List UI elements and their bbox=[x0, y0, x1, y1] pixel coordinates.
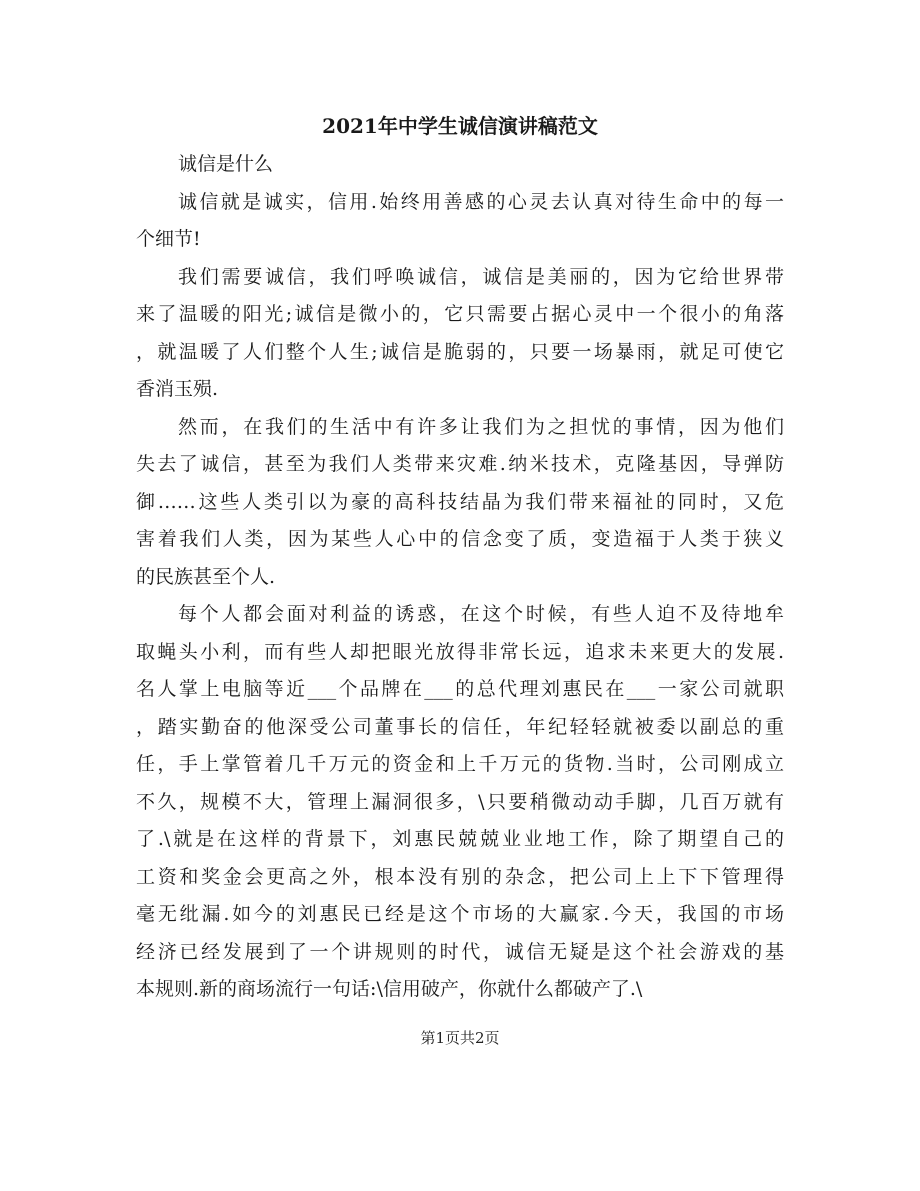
text-line: 了.\就是在这样的背景下，刘惠民兢兢业业地工作，除了期望自己的 bbox=[136, 828, 784, 850]
text-line: 每个人都会面对利益的诱惑，在这个时候，有些人迫不及待地牟 bbox=[178, 603, 784, 625]
text-line: 个细节! bbox=[136, 228, 201, 250]
text-line: 毫无纰漏.如今的刘惠民已经是这个市场的大赢家.今天，我国的市场 bbox=[136, 903, 784, 925]
text-line: 来了温暖的阳光;诚信是微小的，它只需要占据心灵中一个很小的角落 bbox=[136, 303, 784, 325]
text-line: 诚信就是诚实，信用.始终用善感的心灵去认真对待生命中的每一 bbox=[178, 190, 784, 213]
text-line: 不久，规模不大，管理上漏洞很多，\只要稍微动动手脚，几百万就有 bbox=[136, 790, 784, 813]
text-line: 本规则.新的商场流行一句话:\信用破产，你就什么都破产了.\ bbox=[136, 978, 643, 1000]
text-line: 经济已经发展到了一个讲规则的时代，诚信无疑是这个社会游戏的基 bbox=[136, 940, 784, 963]
text-line: 我们需要诚信，我们呼唤诚信，诚信是美丽的，因为它给世界带 bbox=[178, 265, 784, 288]
document-body bbox=[136, 146, 784, 1009]
text-line: ，踏实勤奋的他深受公司董事长的信任，年纪轻轻就被委以副总的重 bbox=[136, 715, 784, 738]
text-line: 害着我们人类，因为某些人心中的信念变了质，变造福于人类于狭义 bbox=[136, 528, 784, 550]
text-line: 诚信是什么 bbox=[178, 153, 274, 175]
document-title: 2021年中学生诚信演讲稿范文 bbox=[322, 114, 598, 138]
text-line: 御……这些人类引以为豪的高科技结晶为我们带来福祉的同时，又危 bbox=[136, 490, 784, 513]
text-line: 香消玉殒. bbox=[136, 378, 219, 400]
text-line: 名人掌上电脑等近___个品牌在___的总代理刘惠民在___一家公司就职 bbox=[136, 678, 784, 700]
text-line: ，就温暖了人们整个人生;诚信是脆弱的，只要一场暴雨，就足可使它 bbox=[136, 340, 784, 363]
page-footer: 第1页共2页 bbox=[420, 1029, 500, 1047]
text-line: 然而，在我们的生活中有许多让我们为之担忧的事情，因为他们 bbox=[178, 415, 784, 438]
text-line: 失去了诚信，甚至为我们人类带来灾难.纳米技术，克隆基因，导弹防 bbox=[136, 453, 784, 475]
text-line: 的民族甚至个人. bbox=[136, 565, 276, 588]
text-line: 工资和奖金会更高之外，根本没有别的杂念，把公司上上下下管理得 bbox=[136, 865, 784, 888]
text-line: 取蝇头小利，而有些人却把眼光放得非常长远，追求未来更大的发展. bbox=[136, 640, 784, 663]
text-line: 任，手上掌管着几千万元的资金和上千万元的货物.当时，公司刚成立 bbox=[136, 753, 784, 775]
